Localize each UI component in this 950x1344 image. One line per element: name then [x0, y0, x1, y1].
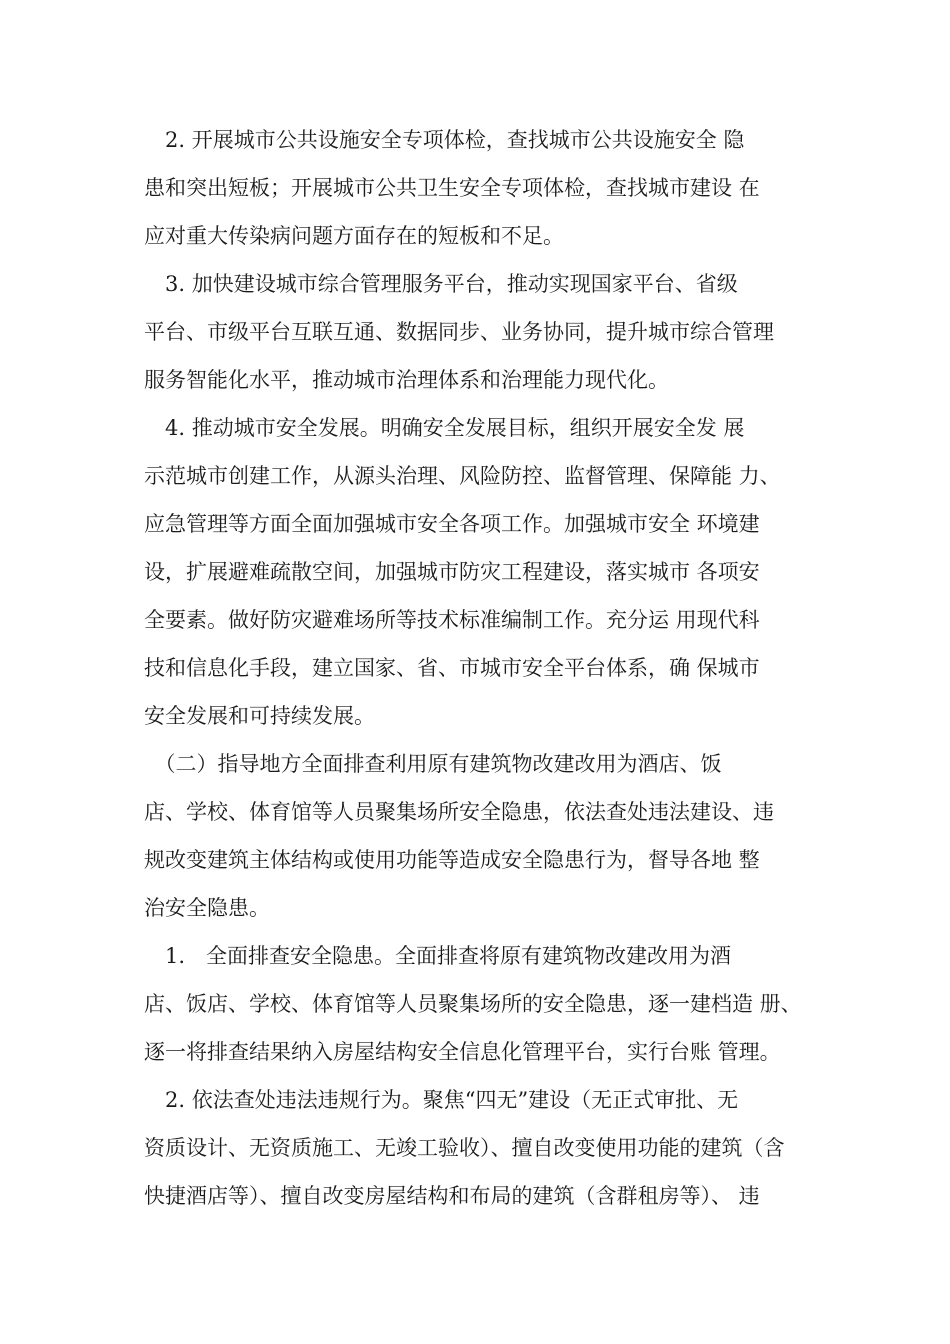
text-line: 资质设计、无资质施工、无竣工验收）、擅自改变使用功能的建筑（含	[144, 1136, 785, 1160]
text-line: 应对重大传染病问题方面存在的短板和不足。	[144, 224, 564, 248]
text-line: 应急管理等方面全面加强城市安全各项工作。加强城市安全 环境建	[144, 512, 760, 536]
text-line: 规改变建筑主体结构或使用功能等造成安全隐患行为，督导各地 整	[144, 848, 760, 872]
text-line: 1. 全面排查安全隐患。全面排查将原有建筑物改建改用为酒	[144, 944, 732, 968]
text-line: 店、学校、体育馆等人员聚集场所安全隐患，依法查处违法建设、违	[144, 800, 774, 824]
text-line: 治安全隐患。	[144, 896, 270, 920]
text-line: 服务智能化水平，推动城市治理体系和治理能力现代化。	[144, 368, 669, 392]
text-line: 设，扩展避难疏散空间，加强城市防灾工程建设，落实城市 各项安	[144, 560, 760, 584]
text-line: 技和信息化手段，建立国家、省、市城市安全平台体系，确 保城市	[144, 656, 760, 680]
text-line: 示范城市创建工作，从源头治理、风险防控、监督管理、保障能 力、	[144, 464, 781, 488]
text-line: （二）指导地方全面排查利用原有建筑物改建改用为酒店、饭	[144, 752, 722, 776]
text-line: 逐一将排查结果纳入房屋结构安全信息化管理平台，实行台账 管理。	[144, 1040, 781, 1064]
text-line: 4. 推动城市安全发展。明确安全发展目标，组织开展安全发 展	[144, 416, 745, 440]
text-line: 患和突出短板；开展城市公共卫生安全专项体检，查找城市建设 在	[144, 176, 760, 200]
text-line: 平台、市级平台互联互通、数据同步、业务协同，提升城市综合管理	[144, 320, 774, 344]
text-line: 2. 依法查处违法违规行为。聚焦“四无”建设（无正式审批、无	[144, 1088, 739, 1112]
text-line: 全要素。做好防灾避难场所等技术标准编制工作。充分运 用现代科	[144, 608, 760, 632]
text-line: 快捷酒店等）、擅自改变房屋结构和布局的建筑（含群租房等）、 违	[144, 1184, 760, 1208]
text-line: 店、饭店、学校、体育馆等人员聚集场所的安全隐患，逐一建档造 册、	[144, 992, 802, 1016]
text-line: 3. 加快建设城市综合管理服务平台，推动实现国家平台、省级	[144, 272, 738, 296]
text-line: 安全发展和可持续发展。	[144, 704, 375, 728]
text-line: 2. 开展城市公共设施安全专项体检，查找城市公共设施安全 隐	[144, 128, 745, 152]
